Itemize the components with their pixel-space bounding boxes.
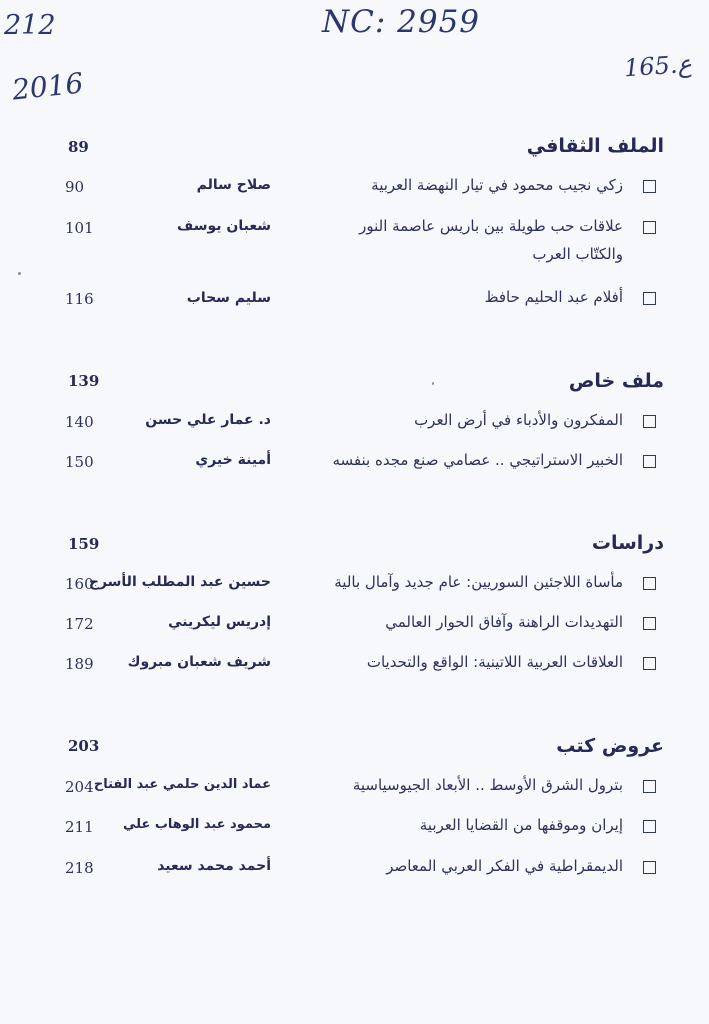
section-title-special-file: ملف خاص: [568, 370, 664, 392]
list-item-checkbox: [643, 617, 656, 630]
article-page-number: 204: [65, 778, 94, 796]
article-author: أمينة خيري: [195, 452, 271, 468]
article-page-number: 90: [65, 178, 85, 196]
article-title: بترول الشرق الأوسط .. الأبعاد الجيوسياسية: [352, 776, 623, 794]
article-author: إدريس ليكريني: [168, 614, 271, 630]
article-title: الديمقراطية في الفكر العربي المعاصر: [386, 857, 623, 875]
article-author: صلاح سالم: [196, 177, 271, 193]
list-item-checkbox: [643, 861, 656, 874]
article-page-number: 189: [65, 655, 94, 673]
list-item-checkbox: [643, 657, 656, 670]
section-title-book-reviews: عروض كتب: [556, 735, 664, 757]
section-page-number: 89: [68, 138, 89, 156]
section-page-number: 203: [68, 737, 100, 755]
section-page-number: 139: [68, 372, 100, 390]
article-title: أفلام عبد الحليم حافظ: [484, 288, 623, 306]
section-page-number: 159: [68, 535, 100, 553]
list-item-checkbox: [643, 221, 656, 234]
article-page-number: 211: [65, 818, 94, 836]
article-page-number: 101: [65, 219, 94, 237]
article-page-number: 172: [65, 615, 94, 633]
scan-speck: [18, 272, 21, 275]
article-author: حسين عبد المطلب الأسرج: [88, 574, 271, 590]
list-item-checkbox: [643, 292, 656, 305]
list-item-checkbox: [643, 780, 656, 793]
article-page-number: 150: [65, 453, 94, 471]
article-page-number: 218: [65, 859, 94, 877]
article-author: د. عمار علي حسن: [145, 412, 271, 428]
article-author: شعبان يوسف: [177, 218, 271, 234]
list-item-checkbox: [643, 180, 656, 193]
article-title: إيران وموقفها من القضايا العربية: [419, 816, 623, 834]
list-item-checkbox: [643, 415, 656, 428]
article-title: مأساة اللاجئين السوريين: عام جديد وآمال بالية: [334, 573, 623, 591]
article-author: محمود عبد الوهاب علي: [122, 817, 271, 832]
article-author: شريف شعبان مبروك: [127, 654, 271, 670]
handwritten-number: 212: [4, 10, 56, 41]
list-item-checkbox: [643, 577, 656, 590]
article-author: عماد الدين حلمي عبد الفتاح: [93, 777, 271, 792]
handwritten-year: 2016: [10, 66, 85, 107]
section-title-cultural-file: الملف الثقافي: [526, 135, 664, 157]
article-page-number: 160: [65, 575, 94, 593]
article-title: المفكرون والأدباء في أرض العرب: [414, 411, 623, 429]
article-title: الخبير الاستراتيجي .. عصامي صنع مجده بنفسه: [332, 451, 623, 469]
scan-speck: [432, 382, 434, 385]
article-author: سليم سحاب: [186, 290, 271, 306]
handwritten-call-number: 165.ع: [623, 49, 693, 83]
article-page-number: 140: [65, 413, 94, 431]
section-title-studies: دراسات: [591, 532, 664, 554]
article-author: أحمد محمد سعيد: [157, 858, 271, 874]
article-title: زكي نجيب محمود في تيار النهضة العربية: [371, 176, 623, 194]
article-title: علاقات حب طويلة بين باريس عاصمة النور والكتّاب العرب: [359, 217, 623, 263]
article-page-number: 116: [65, 290, 94, 308]
list-item-checkbox: [643, 820, 656, 833]
list-item-checkbox: [643, 455, 656, 468]
article-title: التهديدات الراهنة وآفاق الحوار العالمي: [385, 613, 623, 631]
article-title: العلاقات العربية اللاتينية: الواقع والتحديات: [366, 653, 623, 671]
handwritten-nc-number: NC: 2959: [322, 4, 481, 40]
